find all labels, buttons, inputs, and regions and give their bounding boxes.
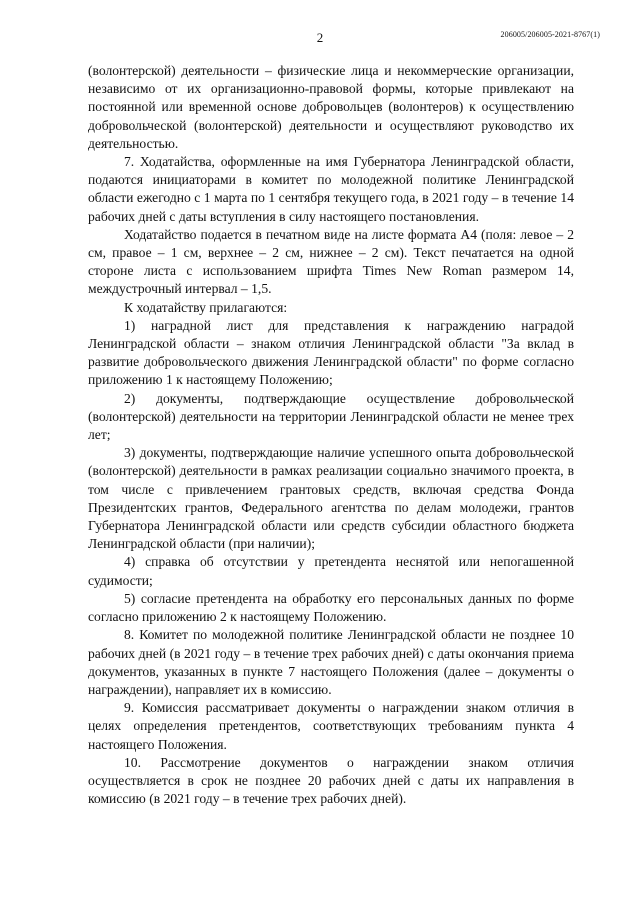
paragraph-continuation: (волонтерской) деятельности – физические лица и некоммерческие организации, независимо от их организационно-правовой формы, которые привлекают на постоянной или временной основе добровольцев (волонтеров) к осуществлению добровольческой (волонтерской) деятельности и осуществляют руководство их деятельностью. — [88, 63, 574, 151]
paragraph-format: Ходатайство подается в печатном виде на листе формата А4 (поля: левое – 2 см, правое – 1 см, верхнее – 2 см, нижнее – 2 см). Текст печатается на одной стороне листа с использованием шрифта Times New Roman размером 14, междустрочный интервал – 1,5. — [88, 226, 574, 297]
document-id: 206005/206005-2021-8767(1) — [500, 30, 600, 39]
list-item-3: 3) документы, подтверждающие наличие успешного опыта добровольческой (волонтерской) деятельности в рамках реализации социально значимого проекта, в том числе с привлечением грантовых средств, включая средства Фонда Президентских грантов, Федерального агентства по делам молодежи, грантов Губернатора Ленинградской области или средств субсидии областного бюджета Ленинградской области (при наличии); — [88, 445, 574, 552]
list-item-5: 5) согласие претендента на обработку его персональных данных по форме согласно приложению 2 к настоящему Положению. — [88, 590, 574, 625]
paragraph-item-8: 8. Комитет по молодежной политике Ленинградской области не позднее 10 рабочих дней (в 2021 году – в течение трех рабочих дней) с даты окончания приема документов, указанных в пункте 7 настоящего Положения (далее – документы о награждении), направляет их в комиссию. — [88, 627, 574, 697]
list-item-4: 4) справка об отсутствии у претендента неснятой или непогашенной судимости; — [88, 554, 574, 588]
page-number: 2 — [316, 30, 324, 45]
paragraph-item-10: 10. Рассмотрение документов о награждении знаком отличия осуществляется в срок не позднее 20 рабочих дней с даты их направления в комиссию (в 2021 году – в течение трех рабочих дней). — [88, 754, 574, 807]
document-body — [88, 62, 574, 808]
paragraph-item-7: 7. Ходатайства, оформленные на имя Губернатора Ленинградской области, подаются инициаторами в комитет по молодежной политике Ленинградской области ежегодно с 1 марта по 1 сентября текущего года, в 2021 году – в течение 14 рабочих дней с даты вступления в силу настоящего постановления. — [88, 154, 574, 224]
list-item-2: 2) документы, подтверждающие осуществление добровольческой (волонтерской) деятельности на территории Ленинградской области не менее трех лет; — [88, 390, 574, 443]
paragraph-attachments-intro: К ходатайству прилагаются: — [124, 299, 288, 315]
paragraph-item-9: 9. Комиссия рассматривает документы о награждении знаком отличия в целях определения претендентов, соответствующих требованиям пункта 4 настоящего Положения. — [88, 700, 574, 752]
list-item-1: 1) наградной лист для представления к награждению наградой Ленинградской области – знаком отличия Ленинградской области "За вклад в развитие добровольческого движения Ленинградской области" по форме согласно приложению 1 к настоящему Положению; — [88, 317, 574, 388]
